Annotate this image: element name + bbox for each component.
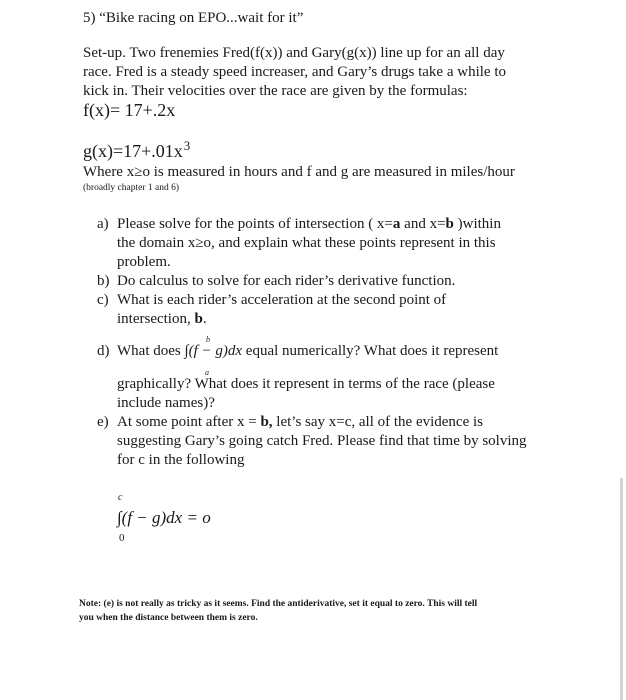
question-d-line2: graphically? What does it represent in terms of the race (please: [117, 376, 495, 392]
bold-b: b: [194, 311, 203, 327]
question-label: b): [97, 273, 110, 289]
footer-note: [79, 597, 477, 625]
question-a-line1: [117, 215, 501, 234]
equation-integral: ∫(f − g)dx = o: [117, 508, 211, 527]
where-statement: Where x≥o is measured in hours and f and g are measured in miles/hour: [83, 164, 515, 180]
question-d-continued: [117, 375, 495, 413]
question-c-line1: What is each rider’s acceleration at the second point of: [117, 292, 447, 308]
question-e-line2: suggesting Gary’s going catch Fred. Please find that time by solving: [117, 433, 527, 449]
question-label: e): [97, 414, 109, 430]
page-edge-scrollbar: [620, 478, 623, 700]
text-span: .: [202, 311, 207, 327]
question-c-line2: [117, 310, 446, 329]
text-span: intersection,: [117, 311, 195, 327]
question-b-line1: Do calculus to solve for each rider’s derivative function.: [117, 273, 456, 289]
question-label: c): [97, 292, 109, 308]
integral-d: ∫(f − g)dx: [184, 343, 243, 359]
chapter-note: (broadly chapter 1 and 6): [83, 183, 180, 193]
integral-lower-limit: a: [205, 368, 209, 377]
intro-line: race. Fred is a steady speed increaser, and Gary’s drugs take a while to: [83, 64, 506, 80]
bold-b: b: [445, 216, 454, 232]
problem-title: 5) “Bike racing on EPO...wait for it”: [83, 10, 304, 26]
question-e-line3: for c in the following: [117, 452, 245, 468]
text-span: equal numerically? What does it represent: [242, 343, 499, 359]
intro-paragraph: [83, 44, 506, 101]
bold-a: a: [392, 216, 401, 232]
footer-line: Note: (e) is not really as tricky as it seems. Find the antiderivative, set it equal to zero. This will tell: [79, 599, 478, 609]
text-span: Please solve for the points of intersection ( x=: [117, 216, 393, 232]
question-label: d): [97, 343, 110, 359]
intro-line: Set-up. Two frenemies Fred(f(x)) and Gary(g(x)) line up for an all day: [83, 45, 505, 61]
question-d-line1: [117, 335, 499, 377]
intro-line: kick in. Their velocities over the race are given by the formulas:: [83, 83, 468, 99]
formula-g-base: g(x)=17+.01x: [83, 141, 183, 161]
question-a-line2: the domain x≥o, and explain what these points represent in this: [117, 235, 496, 251]
footer-line: you when the distance between them is zero.: [79, 613, 258, 623]
text-span: What does: [117, 343, 185, 359]
equation-lower-limit: 0: [119, 532, 125, 544]
bold-b: b,: [260, 414, 273, 430]
question-a-line3: problem.: [117, 254, 171, 270]
text-span: )within: [453, 216, 501, 232]
formula-g: [83, 138, 191, 162]
question-e-line1: [117, 413, 527, 432]
integral-upper-limit: b: [206, 335, 210, 344]
text-span: let’s say x=c, all of the evidence is: [272, 414, 484, 430]
formula-g-exponent: 3: [183, 138, 191, 153]
question-d-line3: include names)?: [117, 395, 215, 411]
formula-f: f(x)= 17+.2x: [83, 100, 176, 120]
text-span: At some point after x =: [117, 414, 261, 430]
equation-upper-limit: c: [118, 492, 123, 503]
text-span: and x=: [400, 216, 446, 232]
question-label: a): [97, 216, 109, 232]
